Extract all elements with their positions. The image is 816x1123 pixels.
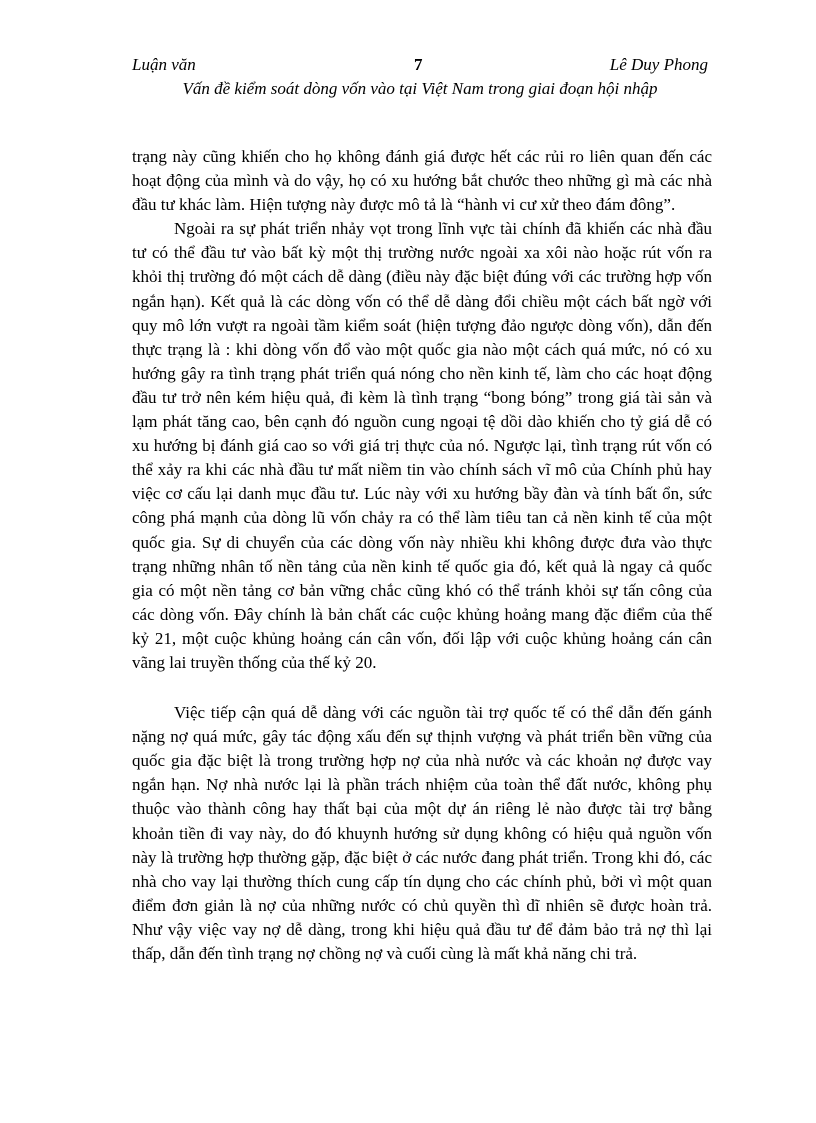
paragraph-debt-burden: Việc tiếp cận quá dễ dàng với các nguồn tài trợ quốc tế có thể dẫn đến gánh nặng nợ quá mức, gây tác động xấu đến sự thịnh vượng và phát triển bền vững của quốc gia đặc biệt là trong trường hợp nợ của nhà nước và các khoản nợ được vay ngắn hạn. Nợ nhà nước lại là phần trách nhiệm của toàn thể đất nước, không phụ thuộc vào thành công hay thất bại của một dự án riêng lẻ nào được tài trợ bằng khoản tiền đi vay này, do đó khuynh hướng sử dụng không có hiệu quả nguồn vốn này là trường hợp thường gặp, đặc biệt ở các nước đang phát triển. Trong khi đó, các nhà cho vay lại thường thích cung cấp tín dụng cho các chính phủ, bởi vì một quan điểm đơn giản là nợ của những nước có chủ quyền thì dĩ nhiên sẽ được hoàn trả. Như vậy việc vay nợ dễ dàng, trong khi hiệu quả đầu tư để đảm bảo trả nợ thì lại thấp, dẫn đến tình trạng nợ chồng nợ và cuối cùng là mất khả năng chi trả. xyxy=(132,703,712,963)
paragraph-continued: trạng này cũng khiến cho họ không đánh giá được hết các rủi ro liên quan đến các hoạt động của mình và do vậy, họ có xu hướng bắt chước theo những gì mà các nhà đầu tư khác làm. Hiện tượng này được mô tả là “hành vi cư xử theo đám đông”. xyxy=(132,147,712,215)
body-text xyxy=(132,145,712,966)
header-author: Lê Duy Phong xyxy=(609,55,708,74)
header-thesis-title: Vấn đề kiểm soát dòng vốn vào tại Việt Nam trong giai đoạn hội nhập xyxy=(182,79,658,98)
page-number: 7 xyxy=(414,55,423,74)
paragraph-capital-flow-reversal: Ngoài ra sự phát triển nhảy vọt trong lĩnh vực tài chính đã khiến các nhà đầu tư có thể đầu tư vào bất kỳ một thị trường nước ngoài xa xôi nào hoặc rút vốn ra khỏi thị trường đó một cách dễ dàng (điều này đặc biệt đúng với các trường hợp vốn ngắn hạn). Kết quả là các dòng vốn có thể dễ dàng đổi chiều một cách bất ngờ với quy mô lớn vượt ra ngoài tầm kiểm soát (hiện tượng đảo ngược dòng vốn), dẫn đến thực trạng là : khi dòng vốn đổ vào một quốc gia nào một cách quá mức, nó có xu hướng gây ra tình trạng phát triển quá nóng cho nền kinh tế, làm cho các hoạt động đầu tư trở nên kém hiệu quả, đi kèm là tình trạng “bong bóng” trong giá tài sản và lạm phát tăng cao, bên cạnh đó nguồn cung ngoại tệ dồi dào khiến cho tỷ giá dễ có xu hướng bị đánh giá cao so với giá trị thực của nó. Ngược lại, tình trạng rút vốn có thể xảy ra khi các nhà đầu tư mất niềm tin vào chính sách vĩ mô của Chính phủ hay việc cơ cấu lại danh mục đầu tư. Lúc này với xu hướng bầy đàn và tính bất ổn, sức công phá mạnh của dòng lũ vốn chảy ra có thể làm tiêu tan cả nền kinh tế của một quốc gia. Sự di chuyển của các dòng vốn này nhiều khi không được đưa vào thực trạng những nhân tố nền tảng của nền kinh tế quốc gia đó, kết quả là ngay cả quốc gia có một nền tảng cơ bản vững chắc cũng khó có thể tránh khỏi sự tấn công của các dòng vốn. Đây chính là bản chất các cuộc khủng hoảng mang đặc điểm của thế kỷ 21, một cuộc khủng hoảng cán cân vốn, đối lập với cuộc khủng hoảng cán cân vãng lai truyền thống của thế kỷ 20. xyxy=(132,219,712,672)
header-document-type: Luận văn xyxy=(132,55,196,74)
page-header xyxy=(132,55,708,79)
